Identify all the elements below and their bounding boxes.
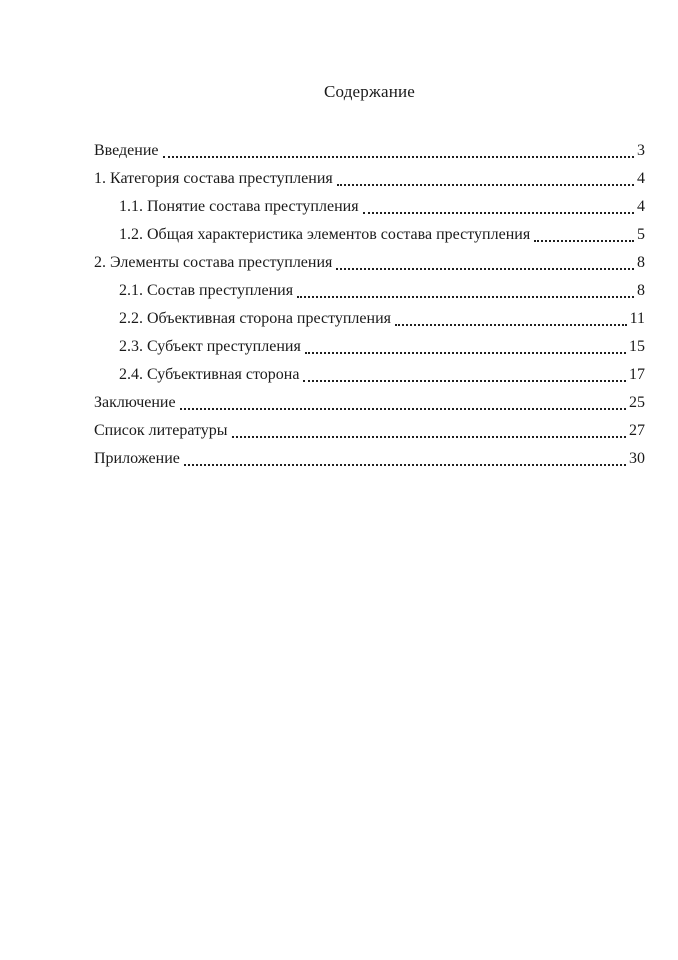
toc-entry bbox=[94, 389, 645, 417]
toc-entry bbox=[94, 305, 645, 333]
toc-entry-label: 1. Категория состава преступления bbox=[94, 170, 333, 187]
dot-leader bbox=[163, 156, 635, 158]
toc-entry-page-number: 15 bbox=[629, 338, 645, 355]
toc-entry-page-number: 4 bbox=[637, 198, 645, 215]
toc-entry-page-number: 11 bbox=[629, 310, 645, 327]
toc-entry-page-number: 8 bbox=[637, 282, 645, 299]
toc-entry-label: 2. Элементы состава преступления bbox=[94, 254, 333, 271]
toc-entry bbox=[94, 277, 645, 305]
dot-leader bbox=[337, 184, 634, 186]
dot-leader bbox=[534, 240, 634, 242]
toc-entry-label: 2.2. Объективная сторона преступления bbox=[119, 310, 391, 327]
toc-entry-page-number: 5 bbox=[637, 226, 645, 243]
toc-entry-page-number: 8 bbox=[637, 254, 645, 271]
toc-entry bbox=[94, 333, 645, 361]
dot-leader bbox=[180, 408, 626, 410]
toc-entry-page-number: 30 bbox=[629, 450, 645, 467]
page-title: Содержание bbox=[323, 82, 416, 101]
dot-leader bbox=[395, 324, 627, 326]
toc-entry-label: 1.1. Понятие состава преступления bbox=[119, 198, 359, 215]
toc-entry-label: 2.1. Состав преступления bbox=[119, 282, 294, 299]
toc-entry-label: Приложение bbox=[94, 450, 180, 467]
toc-entry-label: 2.3. Субъект преступления bbox=[119, 338, 301, 355]
toc-entry bbox=[94, 361, 645, 389]
toc-entry-label: Заключение bbox=[94, 394, 176, 411]
toc-entry bbox=[94, 137, 645, 165]
toc-entry-label: 2.4. Субъективная сторона bbox=[119, 366, 300, 383]
dot-leader bbox=[297, 296, 634, 298]
toc-entry bbox=[94, 249, 645, 277]
dot-leader bbox=[336, 268, 634, 270]
toc-entry bbox=[94, 165, 645, 193]
dot-leader bbox=[363, 212, 634, 214]
toc-entry bbox=[94, 193, 645, 221]
toc-entry bbox=[94, 445, 645, 473]
toc-entry-page-number: 17 bbox=[629, 366, 645, 383]
toc-entry bbox=[94, 417, 645, 445]
toc-entry bbox=[94, 221, 645, 249]
toc-entry-label: Список литературы bbox=[94, 422, 228, 439]
toc-entry-page-number: 27 bbox=[629, 422, 645, 439]
dot-leader bbox=[303, 380, 626, 382]
toc-entry-page-number: 25 bbox=[629, 394, 645, 411]
toc-entry-page-number: 3 bbox=[637, 142, 645, 159]
toc-entry-page-number: 4 bbox=[637, 170, 645, 187]
table-of-contents bbox=[94, 137, 645, 473]
toc-entry-label: Введение bbox=[94, 142, 159, 159]
dot-leader bbox=[305, 352, 626, 354]
dot-leader bbox=[232, 436, 626, 438]
dot-leader bbox=[184, 464, 626, 466]
toc-entry-label: 1.2. Общая характеристика элементов состава преступления bbox=[119, 226, 531, 243]
